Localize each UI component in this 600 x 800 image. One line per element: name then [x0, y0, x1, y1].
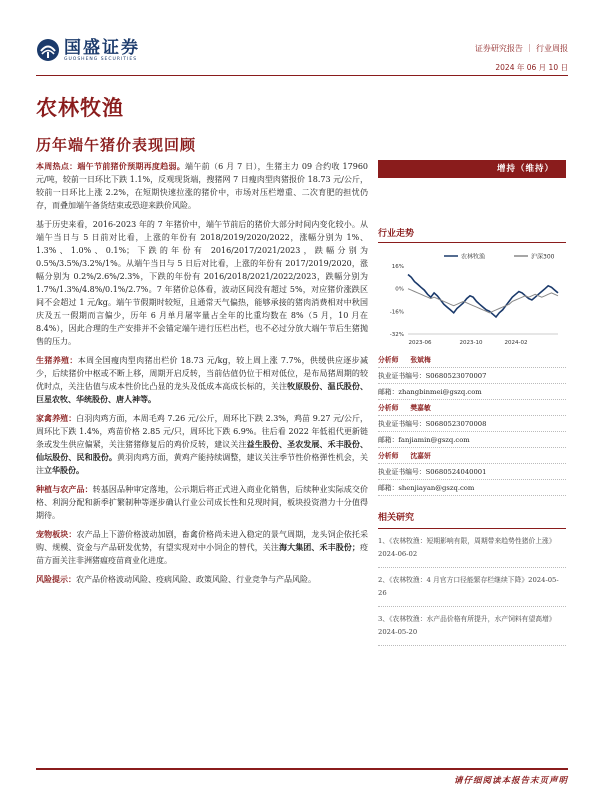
- analyst-label: 分析师: [378, 452, 399, 460]
- analyst-name: 沈嘉妍: [410, 452, 431, 460]
- trend-section: [378, 226, 566, 243]
- paragraph-text: 转基因品种审定落地，公示期后将正式进入商业化销售，后续种业实际成交价格、利润分配和新季扩繁制种等逐步确认行业公司成长性和兑现时间，板块投资潜力十分值得期待。: [36, 485, 368, 520]
- paragraph-label: 家禽养殖：: [36, 413, 77, 423]
- analyst-row: [378, 400, 566, 416]
- cert-number: S0680523070008: [425, 420, 487, 428]
- related-report-item[interactable]: 1、《农林牧渔：短期影响有限，周期带来趋势性猪价上涨》2024-06-02: [378, 529, 566, 568]
- paragraph-label: 生猪养殖：: [36, 355, 78, 365]
- industry-name: 农林牧渔: [36, 95, 124, 120]
- legend-label: 农林牧渔: [461, 253, 486, 261]
- analyst-label: 分析师: [378, 404, 399, 412]
- email-label: 邮箱：: [378, 388, 399, 396]
- footer-disclaimer: 请仔细阅读本报告末页声明: [453, 776, 568, 786]
- legend-label: 沪深300: [531, 253, 555, 261]
- page-header: [0, 0, 600, 78]
- trend-chart: [378, 250, 566, 358]
- analyst-block: [378, 352, 566, 400]
- logo-english-name: GUOSHENG SECURITIES: [64, 56, 138, 62]
- paragraph-text: 农产品价格波动风险、疫病风险、政策风险、行业竞争与产品风险。: [76, 575, 316, 584]
- analyst-email[interactable]: fanjiamin@gszq.com: [398, 436, 470, 444]
- paragraph-hog-farming: [36, 354, 368, 406]
- paragraph-text: 白羽肉鸡方面，本周毛鸡 7.26 元/公斤，周环比下跌 2.3%，鸡苗 9.27 元/公斤，周环比下跌 1.4%，鸡苗价格 2.85 元/只，周环比下跌 6.9%。往后看 2022 年低祖代更新链条或发生供应偏紧，关注猪猪修复后的鸡价反转，建议关注: [36, 414, 368, 449]
- page-footer: [36, 768, 568, 786]
- header-divider: [36, 75, 568, 76]
- related-research: [378, 512, 566, 646]
- stock-picks: 海大集团、禾丰股份；: [279, 542, 360, 552]
- trend-heading: 行业走势: [378, 226, 566, 243]
- paragraph-label: 风险提示：: [36, 574, 76, 584]
- analyst-name: 张斌梅: [410, 356, 431, 364]
- paragraph-text-tail: 疫苗方面关注非洲猪瘟疫苗商业化进度。: [36, 543, 369, 565]
- related-report-item[interactable]: 2、《农林牧渔：4 月官方口径能繁存栏继续下降》2024-05-26: [378, 568, 566, 607]
- paragraph-text: 农产品上下游价格波动加剧，畜禽价格尚未进入稳定的景气周期，龙头饲企依托采购、规模、资金与产品研发优势，有望实现对中小饲企的替代，关注: [36, 530, 368, 552]
- logo-emblem-icon: [36, 38, 60, 62]
- x-tick-label: 2023-10: [459, 340, 483, 346]
- series-line-index: [408, 289, 558, 313]
- analyst-block: [378, 400, 566, 448]
- cert-label: 执业证书编号：: [378, 420, 426, 428]
- analyst-block: [378, 448, 566, 496]
- paragraph-text: 本周全国瘦肉型肉猪出栏价 18.73 元/kg，较上周上涨 7.7%，供缓供应逐步减少，后续猪价中枢或不断上移，周期开启反转，当前估值仍位于相对低位，是布局猪周期的较优时点，关注估值与成本性价比凸显的龙头及低成本高成长标的，关注: [36, 356, 368, 391]
- email-label: 邮箱：: [378, 484, 399, 492]
- paragraph-feed: [36, 528, 368, 567]
- analyst-cert-row: [378, 368, 566, 384]
- cert-number: S0680523070007: [425, 372, 487, 380]
- cert-label: 执业证书编号：: [378, 372, 426, 380]
- report-title: 历年端午猪价表现回顾: [36, 136, 197, 154]
- paragraph-risk: [36, 573, 368, 586]
- analyst-cert-row: [378, 416, 566, 432]
- paragraph-highlight: 端午节前猪价预期再度趋弱。: [77, 161, 186, 171]
- analyst-name: 樊嘉敏: [410, 404, 431, 412]
- stock-picks: 牧原股份、温氏股份、巨星农牧、华统股份、唐人神等。: [36, 381, 369, 404]
- analyst-row: [378, 448, 566, 464]
- analyst-email[interactable]: zhangbinmei@gszq.com: [398, 388, 482, 396]
- analyst-email-row: [378, 480, 566, 496]
- analyst-label: 分析师: [378, 356, 399, 364]
- company-logo: [36, 38, 140, 62]
- stock-picks: 益生股份、圣农发展、禾丰股份、仙坛股份、民和股份。: [36, 439, 369, 462]
- paragraph-text: 基于历史来看，2016-2023 年的 7 年猪价中，端午节前后的猪价大部分时间内变化较小。从端午当日与 5 日前对比看，上涨的年份有 2018/2019/2020/2022，涨幅分别为 1%、1.3%、1.0%、0.1%；下跌的年份有 2016/2017/2021/2023，跌幅分别为 0.5%/3.5%/3.2%/1%。从端午当日与 5 日后对比看，上涨的年份有 2017/2019/2020，涨幅分别为 0.2%/2.6%/2.3%，下跌的年份有 2016/2018/2021/2022/2023，跌幅分别为 1.7%/1.3%/4.8%/0.1%/2.7%。7 年猪价总体看，波动区间没有超过 5%，对应猪价涨跌区间不会超过 1 元/kg。端午节假期时较短，且通常天气偏热，能够承接的猪肉消费相对中秋国庆及五一假期而言偏少，历年 6 月单月屠宰量占全年的比重均数在 8%（5 月，10 月在 8.4%），因此合理的生产安排并不会锚定端午进行压栏出栏，也不必过分放大端午节后生猪抛售的压力。: [36, 220, 368, 346]
- paragraph-poultry: [36, 412, 368, 477]
- related-report-item[interactable]: 3、《农林牧渔：水产品价格有所提升，水产饲料有望高增》2024-05-20: [378, 607, 566, 646]
- rating-badge: 增持（维持）: [378, 160, 566, 178]
- paragraph-text-tail: 黄羽肉鸡方面，黄鸡产能持续调整，建议关注季节性价格弹性机会，关注: [36, 453, 368, 475]
- y-tick-label: -32%: [389, 332, 404, 338]
- analyst-cert-row: [378, 464, 566, 480]
- logo-name: 国盛证券: [64, 37, 140, 58]
- x-tick-label: 2024-02: [504, 340, 528, 346]
- cert-number: S0680524040001: [425, 468, 487, 476]
- paragraph-label: 宠物板块：: [36, 529, 77, 539]
- cert-label: 执业证书编号：: [378, 468, 426, 476]
- y-tick-label: 16%: [391, 264, 404, 270]
- related-heading: 相关研究: [378, 512, 566, 529]
- report-date: 2024 年 06 月 10 日: [495, 63, 568, 72]
- trend-chart-svg: [378, 250, 566, 358]
- report-type: 证券研究报告 ｜ 行业周报: [474, 44, 568, 53]
- analyst-email-row: [378, 384, 566, 400]
- paragraph-hot-topic: [36, 160, 368, 212]
- analyst-email[interactable]: shenjiayan@gszq.com: [398, 484, 475, 492]
- paragraph-label: 种植与农产品：: [36, 484, 93, 494]
- paragraph-text: 端午前（6 月 7 日），生猪主力 09 合约收 17960 元/吨，较前一日环比下跌 1.1%，反观现货端，搜猪网 7 日瘦肉型肉猪报价 18.73 元/公斤，较前一日环比上涨 2.2%，在短期快速拉涨的猪价中，市场对压栏增重、二次育肥的担忧仍存，而叠加端午备货结束或恐迎来跌价风险。: [36, 162, 368, 210]
- y-tick-label: -16%: [389, 309, 404, 316]
- y-tick-label: 0%: [395, 286, 404, 293]
- report-body: [36, 160, 368, 592]
- x-tick-label: 2023-06: [408, 340, 432, 346]
- stock-picks-2: 立华股份。: [44, 465, 84, 475]
- email-label: 邮箱：: [378, 436, 399, 444]
- analyst-list: [378, 352, 566, 496]
- series-line-industry: [408, 275, 558, 318]
- paragraph-label: 本周热点：: [36, 161, 78, 171]
- analyst-email-row: [378, 432, 566, 448]
- analyst-row: [378, 352, 566, 368]
- paragraph-crops: [36, 483, 368, 522]
- paragraph-history: [36, 218, 368, 348]
